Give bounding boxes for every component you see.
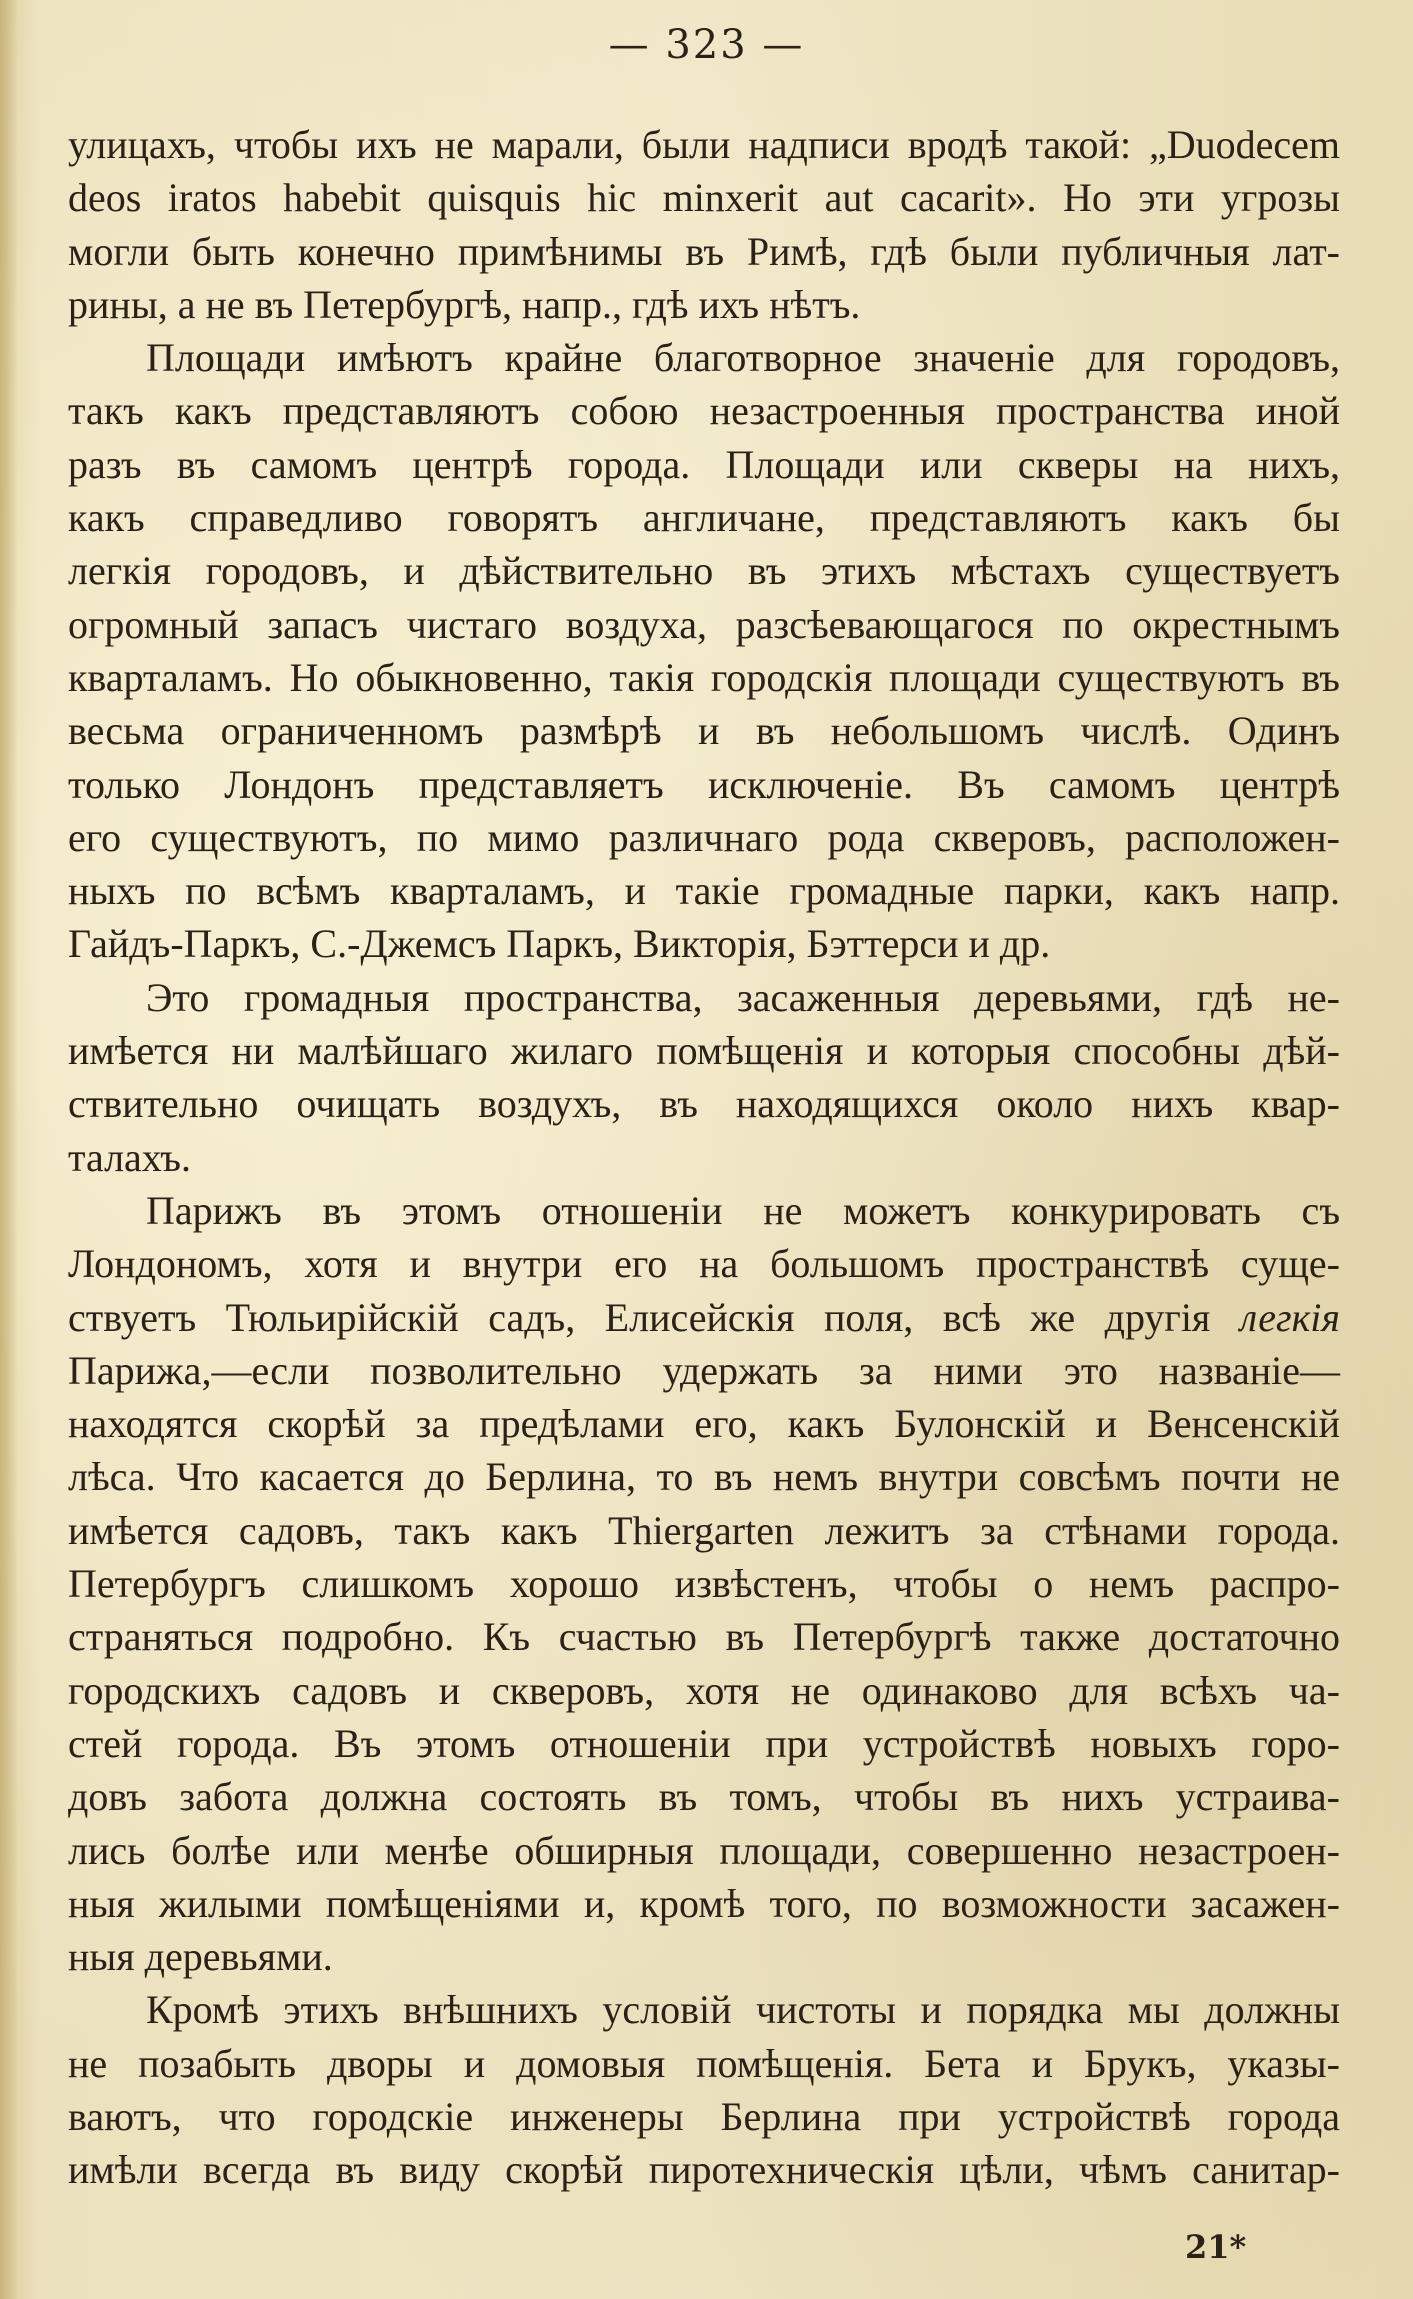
page-gutter-shadow xyxy=(0,0,18,2299)
text-line: имѣли всегда въ виду скорѣй пиротехническiя цѣли, чѣмъ санитар- xyxy=(68,2147,1340,2193)
text-line: лѣса. Что касается до Берлина, то въ немъ внутри совсѣмъ почти не xyxy=(68,1454,1340,1500)
text-line: Это громадныя пространства, засаженныя деревьями, гдѣ не- xyxy=(146,974,1340,1020)
text-line: ныя жилыми помѣщенiями и, кромѣ того, по возможности засажен- xyxy=(68,1880,1340,1926)
text-line: кварталамъ. Но обыкновенно, такiя городскiя площади существуютъ въ xyxy=(68,654,1340,700)
text-line: ствительно очищать воздухъ, въ находящихся около нихъ квар- xyxy=(68,1081,1340,1127)
text-line: находятся скорѣй за предѣлами его, какъ Булонскiй и Венсенскiй xyxy=(68,1401,1340,1447)
text-line: какъ справедливо говорятъ англичане, представляютъ какъ бы xyxy=(68,495,1340,541)
text-line: разъ въ самомъ центрѣ города. Площади или скверы на нихъ, xyxy=(68,441,1340,487)
text-line: не позабыть дворы и домовыя помѣщенiя. Бета и Брукъ, указы- xyxy=(68,2040,1340,2086)
text-line: Кромѣ этихъ внѣшнихъ условiй чистоты и порядка мы должны xyxy=(146,1987,1340,2033)
text-line: deos iratos habebit quisquis hic minxerit aut cacarit». Но эти угрозы xyxy=(68,175,1340,221)
text-line: только Лондонъ представляетъ исключенiе. Въ самомъ центрѣ xyxy=(68,761,1340,807)
text-line: ваютъ, что городскiе инженеры Берлина при устройствѣ города xyxy=(68,2093,1340,2139)
text-line: рины, а не въ Петербургѣ, напр., гдѣ ихъ нѣтъ. xyxy=(68,281,861,327)
signature-mark: 21* xyxy=(1185,2228,1247,2266)
text-line: имѣется ни малѣйшаго жилаго помѣщенiя и которыя способны дѣй- xyxy=(68,1028,1340,1074)
text-line: городскихъ садовъ и скверовъ, хотя не одинаково для всѣхъ ча- xyxy=(68,1667,1340,1713)
text-line: Петербургъ слишкомъ хорошо извѣстенъ, чтобы о немъ распро- xyxy=(68,1561,1340,1607)
page-number: — 323 — xyxy=(608,22,805,68)
text-line: довъ забота должна состоять въ томъ, чтобы въ нихъ устраива- xyxy=(68,1774,1340,1820)
text-line: легкiя городовъ, и дѣйствительно въ этихъ мѣстахъ существуетъ xyxy=(68,548,1340,594)
text-line: Площади имѣютъ крайне благотворное значенiе для городовъ, xyxy=(146,335,1340,381)
text-line: Гайдъ-Паркъ, С.-Джемсъ Паркъ, Викторiя, Бэттерси и др. xyxy=(68,921,1051,967)
text-line: улицахъ, чтобы ихъ не марали, были надписи вродѣ такой: „Duodecem xyxy=(68,122,1340,167)
text-line: ныхъ по всѣмъ кварталамъ, и такiе громадные парки, какъ напр. xyxy=(68,868,1340,914)
text-line: могли быть конечно примѣнимы въ Римѣ, гдѣ были публичныя лат- xyxy=(68,228,1340,274)
emphasized-word: легкiя xyxy=(1239,1294,1340,1340)
text-line: такъ какъ представляютъ собою незастроенныя пространства иной xyxy=(68,388,1340,434)
text-line: ныя деревьями. xyxy=(68,1934,333,1980)
body-text xyxy=(68,118,1340,2197)
text-line: Парижъ въ этомъ отношенiи не можетъ конкурировать съ xyxy=(146,1187,1340,1233)
text-line: страняться подробно. Къ счастью въ Петербургѣ также достаточно xyxy=(68,1614,1340,1660)
text-line: его существуютъ, по мимо различнаго рода скверовъ, расположен- xyxy=(68,814,1340,860)
text-line: огромный запасъ чистаго воздуха, разсѣевающагося по окрестнымъ xyxy=(68,601,1340,647)
text-line: Парижа,—если позволительно удержать за ними это названiе— xyxy=(68,1347,1340,1393)
text-line: имѣется садовъ, такъ какъ Thiergarten лежитъ за стѣнами города. xyxy=(68,1507,1340,1553)
text-line: Лондономъ, хотя и внутри его на большомъ пространствѣ суще- xyxy=(68,1241,1340,1287)
text-line: талахъ. xyxy=(68,1134,191,1180)
text-line: весьма ограниченномъ размѣрѣ и въ небольшомъ числѣ. Одинъ xyxy=(68,708,1340,754)
text-line: стей города. Въ этомъ отношенiи при устройствѣ новыхъ горо- xyxy=(68,1720,1340,1766)
text-line: лись болѣе или менѣе обширныя площади, совершенно незастроен- xyxy=(68,1827,1340,1873)
text-line: ствуетъ Тюльирiйскiй садъ, Елисейскiя поля, всѣ же другiя легкiя xyxy=(68,1294,1340,1340)
